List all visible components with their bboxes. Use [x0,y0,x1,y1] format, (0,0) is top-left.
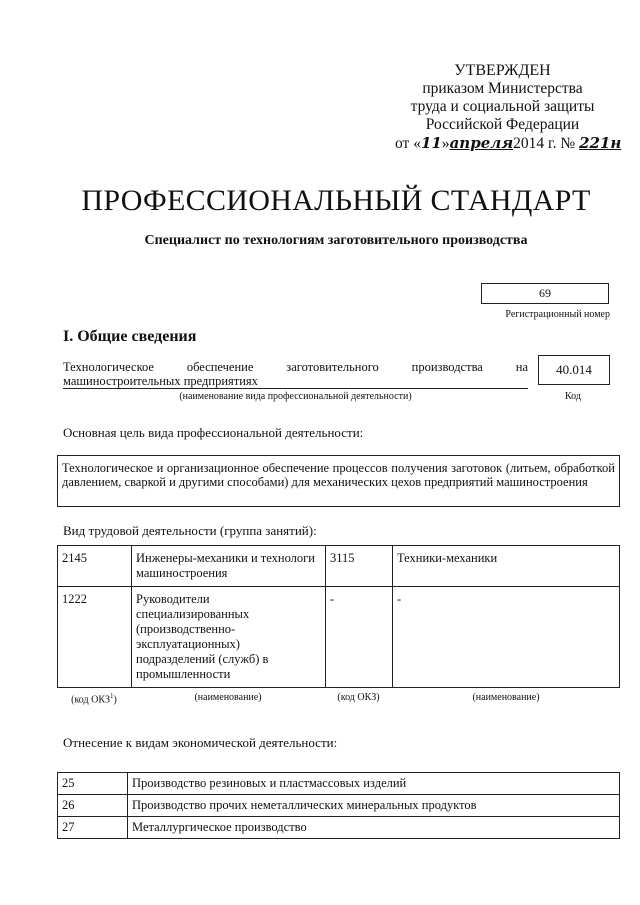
activity-word: заготовительного [286,360,379,374]
okz-code-cell: 3115 [326,546,393,587]
table-row [58,546,620,587]
caption-okz-code-text: (код ОКЗ [71,694,111,706]
table-row [58,795,620,817]
activity-name [63,360,528,389]
table-row [58,817,620,839]
activity-name-line1 [63,360,528,374]
okved-code-cell: 27 [58,817,128,839]
economic-activity-label: Отнесение к видам экономической деятельности: [63,735,338,750]
document-subtitle: Специалист по технологиям заготовительного производства [144,233,528,248]
approval-line-federation: Российской Федерации [425,116,580,133]
okz-name-cell: Руководители специализированных (производственно-эксплуатационных) подразделений (служб) в промышленности [132,587,326,688]
okved-code-cell: 25 [58,773,128,795]
okz-name-cell: Инженеры-механики и технологи машиностроения [132,546,326,587]
activity-name-line2: машиностроительных предприятиях [63,374,528,389]
approval-block [395,62,622,153]
okz-name-cell: - [393,587,620,688]
approval-date-line [395,134,622,153]
date-mid: » [441,135,450,152]
caption-okz-name-2: (наименование) [472,692,540,703]
activity-word: на [515,360,528,374]
caption-okz-code [57,692,131,705]
approval-line-ministry: труда и социальной защиты [410,98,595,115]
date-year: 2014 г. № [513,135,576,152]
okz-code-cell: 2145 [58,546,132,587]
okz-name-cell: Техники-механики [393,546,620,587]
registration-number-label: Регистрационный номер [505,309,610,320]
okved-name-cell: Металлургическое производство [128,817,620,839]
approval-line-order: приказом Министерства [422,80,583,97]
footnote-marker: 1 [110,692,114,700]
okz-code-cell: 1222 [58,587,132,688]
caption-okz-name: (наименование) [194,692,262,703]
approval-heading: УТВЕРЖДЕН [454,62,551,79]
handwritten-day: 11 [420,134,442,152]
activity-word: обеспечение [186,360,254,374]
caption-okz-code-2: (код ОКЗ) [337,692,380,703]
occupation-group-label: Вид трудовой деятельности (группа занятий): [63,523,317,538]
registration-number-box: 69 [481,283,609,304]
activity-word: производства [411,360,483,374]
okved-name-cell: Производство резиновых и пластмассовых изделий [128,773,620,795]
section-heading-general: I. Общие сведения [63,328,197,345]
activity-code-box: 40.014 [538,355,610,385]
okved-code-cell: 26 [58,795,128,817]
activity-code-caption: Код [565,391,581,402]
activity-word: Технологическое [63,360,154,374]
activity-name-caption: (наименование вида профессиональной деятельности) [179,391,412,402]
table-row [58,773,620,795]
handwritten-number: 221н [579,134,622,152]
occupation-group-table [57,545,620,688]
okz-code-cell: - [326,587,393,688]
date-prefix: от « [395,135,421,152]
economic-activity-table [57,772,620,839]
table-row [58,587,620,688]
goal-text-box: Технологическое и организационное обеспечение процессов получения заготовок (литьем, обработкой давлением, сваркой и другими способами) для механических цехов предприятий машиностроения [57,455,620,507]
document-title: ПРОФЕССИОНАЛЬНЫЙ СТАНДАРТ [81,184,591,217]
caption-okz-code-close: ) [113,694,117,706]
okved-name-cell: Производство прочих неметаллических минеральных продуктов [128,795,620,817]
goal-label: Основная цель вида профессиональной деятельности: [63,425,364,440]
handwritten-month: апреля [449,134,514,152]
